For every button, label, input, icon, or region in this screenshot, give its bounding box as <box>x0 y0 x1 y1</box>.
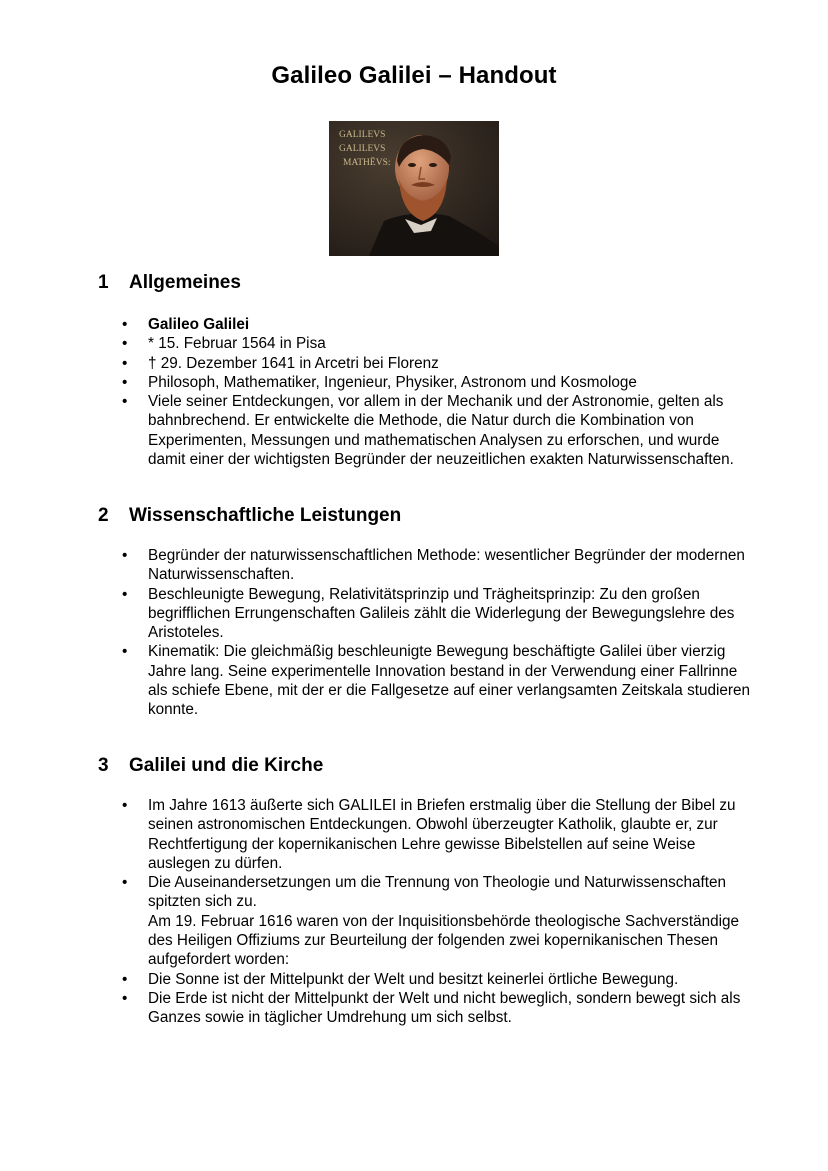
item-text: Philosoph, Mathematiker, Ingenieur, Physiker, Astronom und Kosmologe <box>148 373 637 391</box>
list-item <box>122 970 752 989</box>
section-2-list <box>122 546 752 720</box>
item-text: Kinematik: Die gleichmäßig beschleunigte Bewegung beschäftigte Galilei über vierzig Jahre lang. Seine experimentelle Innovation bestand in der Verwendung einer Fallrinne als schiefe Ebene, mit der er die Fallgesetze auf einer verlangsamten Zeitskala studieren konnte. <box>148 643 750 719</box>
bullet: • <box>122 585 128 603</box>
item-continuation-text: Am 19. Februar 1616 waren von der Inquisitionsbehörde theologische Sachverständige des Heiligen Offiziums zur Beurteilung der folgenden zwei kopernikanischen Thesen aufgefordert worden: <box>148 912 739 969</box>
list-item <box>122 373 752 392</box>
section-3-heading <box>98 755 323 777</box>
bullet: • <box>122 989 128 1007</box>
bullet: • <box>122 393 128 411</box>
list-item <box>122 989 752 1028</box>
section-3-list <box>122 796 752 1028</box>
item-text: Die Sonne ist der Mittelpunkt der Welt und besitzt keinerlei örtliche Bewegung. <box>148 970 679 988</box>
portrait-inscription-line-2: GALILEVS <box>339 144 386 154</box>
list-item <box>122 392 752 469</box>
list-item <box>122 796 752 873</box>
list-item <box>122 585 752 643</box>
list-item <box>122 334 752 353</box>
item-text: * 15. Februar 1564 in Pisa <box>148 335 326 353</box>
list-item <box>122 642 752 719</box>
section-title: Galilei und die Kirche <box>129 755 324 776</box>
section-2-heading <box>98 505 401 527</box>
section-title: Allgemeines <box>129 272 241 293</box>
portrait-drawing <box>329 121 499 256</box>
section-number: 2 <box>98 505 109 526</box>
bullet: • <box>122 354 128 372</box>
item-text: Im Jahre 1613 äußerte sich GALILEI in Briefen erstmalig über die Stellung der Bibel zu seinen astronomischen Entdeckungen. Obwohl überzeugter Katholik, glaubte er, zur Rechtfertigung der kopernikanischen Lehre gewisse Bibelstellen auf seine Weise auslegen zu dürfen. <box>148 797 736 872</box>
section-number: 1 <box>98 272 109 293</box>
bullet: • <box>122 373 128 391</box>
list-item <box>122 546 752 585</box>
bullet: • <box>122 970 128 988</box>
item-text: Die Auseinandersetzungen um die Trennung von Theologie und Naturwissenschaften spitzten sich zu. <box>148 874 726 911</box>
item-text: Die Erde ist nicht der Mittelpunkt der Welt und nicht beweglich, sondern bewegt sich als Ganzes sowie in täglicher Umdrehung um sich selbst. <box>148 989 741 1027</box>
galileo-portrait-image <box>329 121 499 256</box>
section-number: 3 <box>98 755 109 776</box>
list-item <box>122 315 752 334</box>
section-1-heading <box>98 272 241 294</box>
list-item <box>122 873 752 969</box>
bullet: • <box>122 335 128 353</box>
bullet: • <box>122 874 128 892</box>
item-text: Beschleunigte Bewegung, Relativitätsprinzip und Trägheitsprinzip: Zu den großen begrifflichen Errungenschaften Galileis zählt die Widerlegung der Bewegungslehre des Aristoteles. <box>148 585 735 642</box>
item-text: † 29. Dezember 1641 in Arcetri bei Florenz <box>148 354 439 372</box>
portrait-inscription-line-3: MATHĒVS: <box>343 158 391 168</box>
portrait-inscription-line-1: GALILEVS <box>339 130 386 140</box>
item-text: Begründer der naturwissenschaftlichen Methode: wesentlicher Begründer der modernen Naturwissenschaften. <box>148 547 745 584</box>
bullet: • <box>122 797 128 814</box>
bullet: • <box>122 547 128 564</box>
section-title: Wissenschaftliche Leistungen <box>129 505 402 526</box>
document-title: Galileo Galilei – Handout <box>271 62 557 89</box>
bullet: • <box>122 643 128 661</box>
section-1-list <box>122 315 752 469</box>
bullet: • <box>122 316 128 333</box>
list-item <box>122 354 752 373</box>
item-text: Viele seiner Entdeckungen, vor allem in der Mechanik und der Astronomie, gelten als bahnbrechend. Er entwickelte die Methode, die Natur durch die Kombination von Experimenten, Messungen und mathematischen Analysen zu erforschen, und wurde damit einer der wichtigsten Begründer der neuzeitlichen exakten Naturwissenschaften. <box>148 393 734 469</box>
item-text: Galileo Galilei <box>148 316 250 333</box>
